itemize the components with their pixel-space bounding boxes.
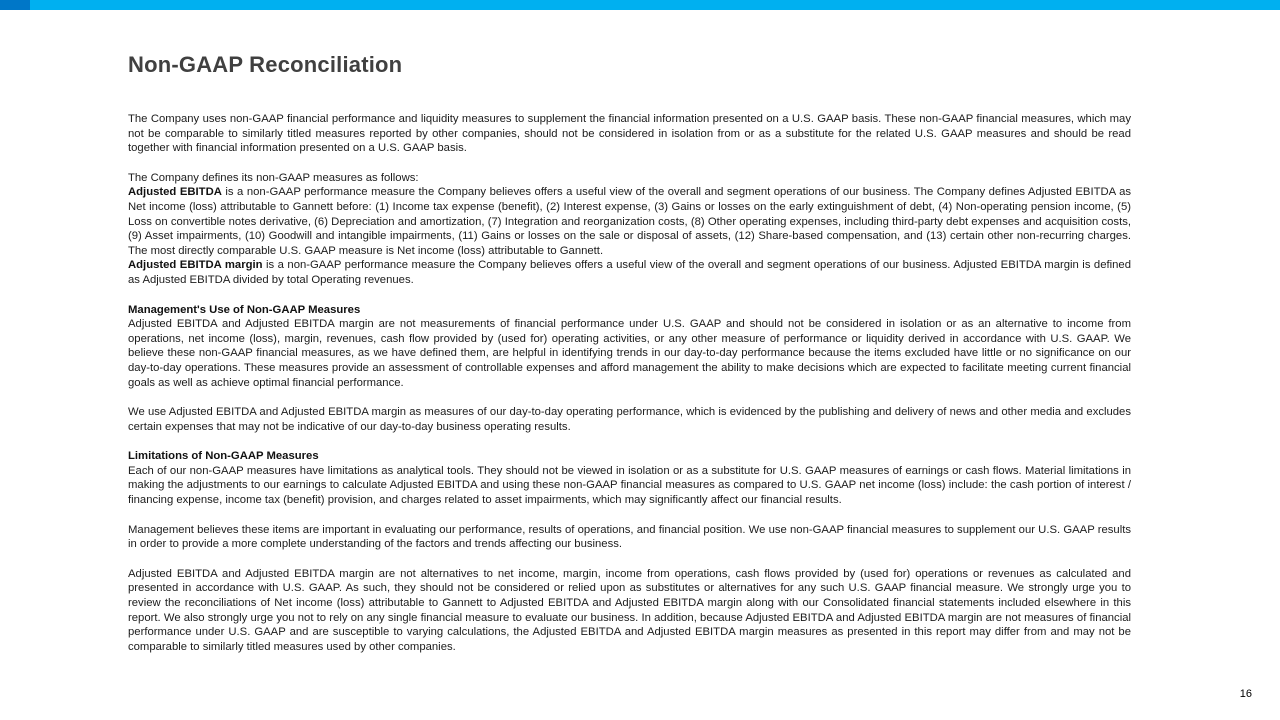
adjusted-ebitda-term: Adjusted EBITDA	[128, 186, 222, 199]
definitions-lead-text: The Company defines its non-GAAP measures as follows:	[128, 171, 419, 184]
limitations-paragraph-2: Management believes these items are important in evaluating our performance, results of operations, and financial position. We use non-GAAP financial measures to supplement our U.S. GAAP results in order to provide a more complete understanding of the factors and trends affecting our business.	[128, 523, 1131, 551]
management-use-section	[128, 303, 1131, 391]
limitations-paragraph-1: Each of our non-GAAP measures have limitations as analytical tools. They should not be viewed in isolation or as a substitute for U.S. GAAP measures of earnings or cash flows. Material limitations in making the adjustments to our earnings to calculate Adjusted EBITDA and using these non-GAAP financial measures as compared to U.S. GAAP net income (loss) include: the cash portion of interest / financing expense, income tax (benefit) provision, and charges related to asset impairments, which may significantly affect our financial results.	[128, 464, 1131, 507]
management-use-paragraph-2: We use Adjusted EBITDA and Adjusted EBITDA margin as measures of our day-to-day operating performance, which is evidenced by the publishing and delivery of news and other media and excludes certain expenses that may not be indicative of our day-to-day business operating results.	[128, 406, 1131, 433]
page-number: 16	[1239, 688, 1252, 700]
intro-paragraph: The Company uses non-GAAP financial performance and liquidity measures to supplement the financial information presented on a U.S. GAAP basis. These non-GAAP financial measures, which may not be comparable to similarly titled measures reported by other companies, should not be considered in isolation from or as a substitute for the related U.S. GAAP measures and should be read together with financial information presented on a U.S. GAAP basis.	[128, 113, 1131, 155]
adjusted-ebitda-margin-definition: is a non-GAAP performance measure the Company believes offers a useful view of the overall and segment operations of our business. Adjusted EBITDA margin is defined as Adjusted EBITDA divided by total Operating revenues.	[128, 259, 1131, 286]
page-title: Non-GAAP Reconciliation	[128, 52, 403, 77]
adjusted-ebitda-definition: is a non-GAAP performance measure the Company believes offers a useful view of the overall and segment operations of our business. The Company defines Adjusted EBITDA as Net income (loss) attributable to Gannett before: (1) Income tax expense (benefit), (2) Interest expense, (3) Gains or losses on the early extinguishment of debt, (4) Non-operating pension income, (5) Loss on convertible notes derivative, (6) Depreciation and amortization, (7) Integration and reorganization costs, (8) Other operating expenses, including third-party debt expenses and acquisition costs, (9) Asset impairments, (10) Goodwill and intangible impairments, (11) Gains or losses on the sale or disposal of assets, (12) Share-based compensation, and (13) certain other non-recurring charges. The most directly comparable U.S. GAAP measure is Net income (loss) attributable to Gannett.	[128, 186, 1132, 257]
management-use-paragraph-1: Adjusted EBITDA and Adjusted EBITDA margin are not measurements of financial performance under U.S. GAAP and should not be considered in isolation or as an alternative to income from operations, net income (loss), margin, revenues, cash flow provided by (used for) operating activities, or any other measure of performance or liquidity derived in accordance with U.S. GAAP. We believe these non-GAAP financial measures, as we have defined them, are helpful in identifying trends in our day-to-day performance because the items excluded have little or no significance on our day-to-day operations. These measures provide an assessment of controllable expenses and afford management the ability to make decisions which are expected to facilitate meeting current financial goals as well as achieve optimal financial performance.	[128, 318, 1131, 389]
slide-content	[128, 52, 1131, 669]
management-use-heading: Management's Use of Non-GAAP Measures	[128, 303, 361, 316]
top-accent-bar-left-segment	[0, 0, 30, 10]
top-accent-bar	[0, 0, 1280, 10]
limitations-section	[128, 449, 1131, 507]
limitations-heading: Limitations of Non-GAAP Measures	[128, 450, 319, 463]
limitations-paragraph-3: Adjusted EBITDA and Adjusted EBITDA margin are not alternatives to net income, margin, income from operations, cash flows provided by (used for) operations or revenues as calculated and presented in accordance with U.S. GAAP. As such, they should not be considered or relied upon as substitutes or alternatives for any such U.S. GAAP financial measure. We strongly urge you to review the reconciliations of Net income (loss) attributable to Gannett to Adjusted EBITDA and Adjusted EBITDA margin along with our Consolidated financial statements included elsewhere in this report. We also strongly urge you not to rely on any single financial measure to evaluate our business. In addition, because Adjusted EBITDA and Adjusted EBITDA margin are not measures of financial performance under U.S. GAAP and are susceptible to varying calculations, the Adjusted EBITDA and Adjusted EBITDA margin measures as presented in this report may differ from and may not be comparable to similarly titled measures used by other companies.	[128, 567, 1131, 653]
adjusted-ebitda-margin-term: Adjusted EBITDA margin	[128, 259, 263, 272]
definitions-paragraph	[128, 171, 1131, 288]
